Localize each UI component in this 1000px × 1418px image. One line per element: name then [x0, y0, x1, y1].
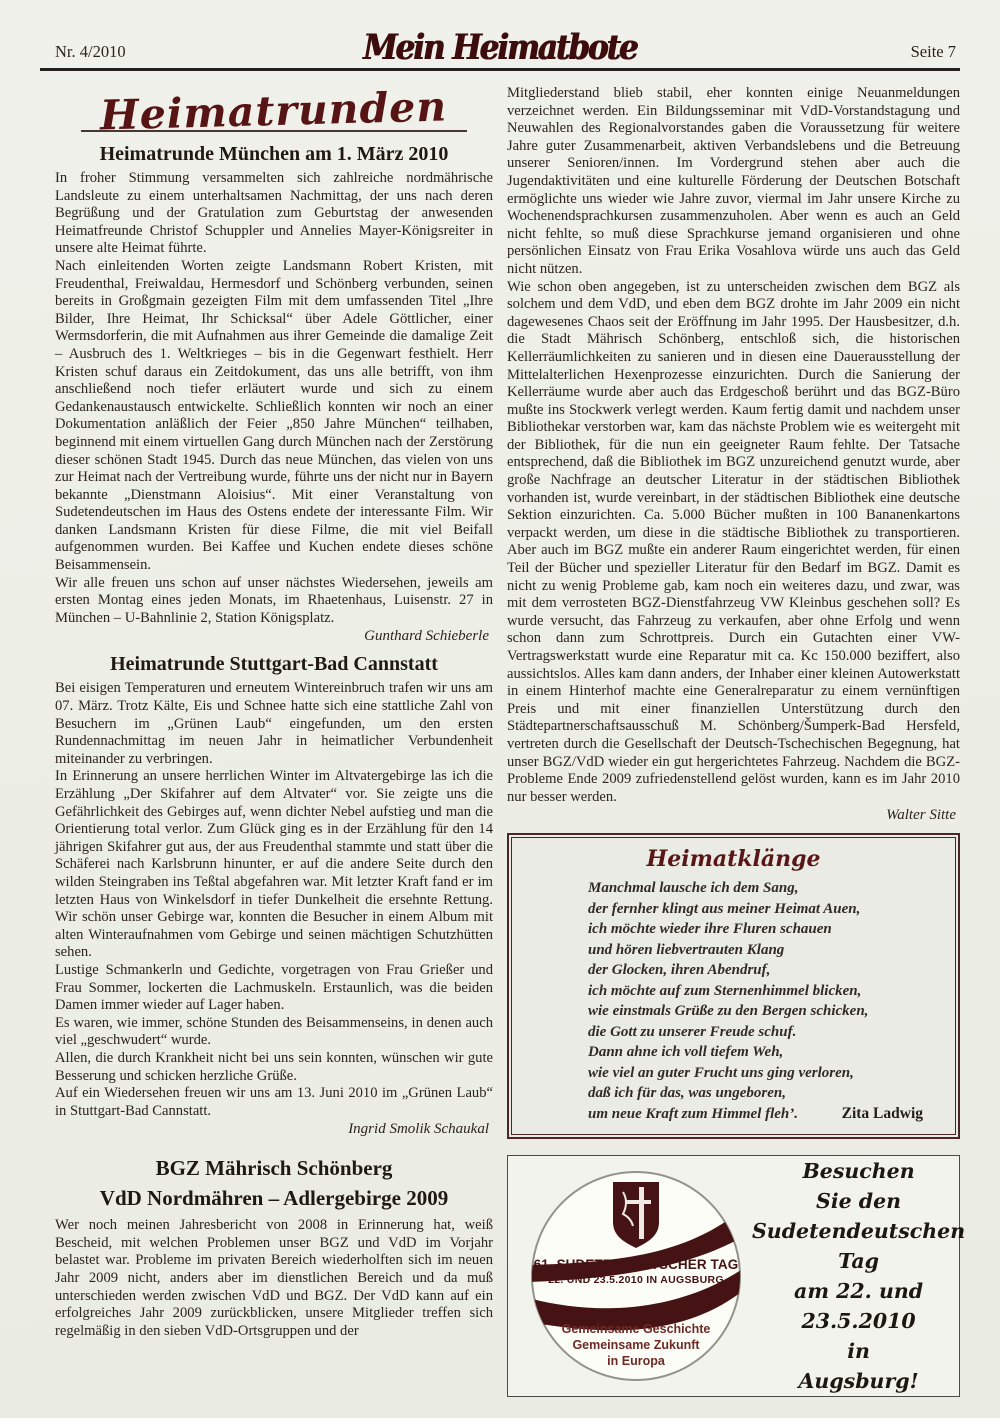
- article2-signature: Ingrid Smolik Schaukal: [348, 1121, 489, 1138]
- poem-author: Zita Ladwig: [841, 1104, 923, 1122]
- poem-line: die Gott zu unserer Freude schuf.: [588, 1023, 797, 1040]
- poem-box: [507, 833, 960, 1139]
- section-script-title: Heimatrunden: [99, 82, 449, 140]
- poem-line: ich möchte wieder ihre Fluren schauen: [588, 921, 832, 938]
- article3-title: [55, 1153, 493, 1213]
- poem-line: der fernher klingt aus meiner Heimat Auen,: [588, 900, 861, 917]
- article2-paragraph: Lustige Schmankerln und Gedichte, vorgetragen von Frau Grießer und Frau Sommer, lockerten die Lachmuskeln. Erstaunlich, was die beiden Damen immer wieder auf Lager haben.: [55, 961, 493, 1014]
- poem-box-inner-border: [511, 837, 956, 1135]
- ad-text-line: am 22. und 23.5.2010: [794, 1279, 924, 1334]
- ad-text-line: Besuchen: [802, 1159, 915, 1184]
- poem-line: um neue Kraft zum Himmel fleh’.: [588, 1105, 799, 1122]
- sudetendeutscher-tag-ad-box: [507, 1155, 966, 1397]
- continuation-paragraph: Mitgliederstand blieb stabil, eher konnten einige Neuanmeldungen verzeichnet werden. Ein Bildungsseminar mit VdD-Vorstandstagung und Neuwahlen des Regionalvorstandes gaben die Voraussetzung für weitere Jahre guter Zusammenarbeit, aktiven Verbandslebens und die Betreuung unserer Senioren/innen. Im Vordergrund stehen aber auch die Jugendaktivitäten und eine kulturelle Förderung der Deutschen Botschaft ermöglichte uns wieder wie Jahre zuvor, viermal im Jahr unsere Kirche zu Wochenendsprachkursen zusammenzuholen. Aber wenn es auch an Geld nicht fehlte, so muß diese Sprachkurse jemand organisieren und ohne persönlichen Einsatz von Frau Erika Vosahlova würde uns auch das Geld nicht nützen.: [507, 85, 960, 277]
- article1-paragraph: Nach einleitenden Worten zeigte Landsmann Robert Kristen, mit Freudenthal, Freiwaldau, Hermesdorf und Schönberg verbunden, seinen bereits in Großgmain gezeigten Film mit dem umfassenden Titel „Ihre Bilder, Ihre Heimat, Ihr Schicksal“ über Adele Göttlicher, einer Wermsdorferin, die mit Aufnahmen aus ihrer Gemeinde die damalige Zeit – Ausbruch des 1. Weltkrieges – bis in die Gegenwart festhielt. Herr Kristen schuf daraus ein Zeitdokument, das uns alle betrifft, von ihm anschließend noch tiefer erläutert wurde und sich zu einem Gedankenaustausch entwickelte. Schließlich konnten wir noch an einer Dokumentation anläßlich der Feier „850 Jahre München“ teilhaben, beginnend mit einem virtuellen Gang durch München nach der Zerstörung dieser schönen Stadt 1945. Durch das neue München, das vielen von uns zur Heimat nach der Vertreibung wurde, führte uns der nicht nur in Bayern bekannte „Dienstmann Aloisius“. Mit einer Veranstaltung von Sudetendeutschen im Haus des Ostens endete der interessante Film. Wir danken Landsmann Kristen für diese Filme, die mit viel Beifall aufgenommen wurden. Bei Kaffee und Kuchen endete dieses schöne Beisammensein.: [55, 257, 493, 574]
- logo-motto-line1: Gemeinsame Geschichte: [561, 1322, 711, 1337]
- article2-paragraph: Es waren, wie immer, schöne Stunden des Beisammenseins, in denen auch viel „geschwudert“ wurde.: [55, 1014, 493, 1049]
- poem-line: wie viel an guter Frucht uns ging verloren,: [588, 1064, 854, 1081]
- ad-text-line: Sudetendeutschen: [752, 1219, 966, 1244]
- article1-title: Heimatrunde München am 1. März 2010: [99, 143, 449, 165]
- article1-paragraph: In froher Stimmung versammelten sich zahlreiche nordmährische Landsleute zu einem unterhaltsamen Nachmittag, der uns nach deren Begrüßung und der Gratulation zum Geburtstag der anwesenden Heimatfreunde Christof Schuppler und Annelies Mayer-Königsreiter in unsere alte Heimat führte.: [55, 170, 493, 257]
- poem-line: ich möchte auf zum Sternenhimmel blicken,: [588, 982, 862, 999]
- continuation-paragraph: Wie schon oben angegeben, ist zu unterscheiden zwischen dem BGZ als solchem und dem VdD, und eben dem BGZ drohte im Jahr 2009 ein nicht dagewesenes Chaos seit der Eröffnung im Jahr 1995. Der Hausbesitzer, d.h. die Stadt Mährisch Schönberg, entschloß sich, die historischen Kellerräumlichkeiten zu sanieren und in diesen eine Dauerausstellung der Mittelalterlichen Hexenprozesse einzurichten. Durch die Sanierung der Kellerräume wurde aber auch das Erdgeschoß berührt und das BGZ-Büro mußte ins Stockwerk verlegt werden. Kaum fertig damit und nachdem unser Bibliothekar verstorben war, kam das nächste Problem wie es weitergeht mit der Bibliothek, für die nun ein geeigneter Raum fehlte. Der Tatsache entsprechend, daß die Bibliothek im BGZ unzureichend genutzt wurde, aber große Nachfrage an deutscher Literatur in der städtischen Bibliothek vorhanden ist, wurde vereinbart, in der städtischen Bibliothek eine deutsche Sektion einzurichten. Ca. 5.000 Bücher mußten in 100 Bananenkartons verpackt werden, um diese in die städtische Bibliothek zu transportieren. Aber auch im BGZ mußte ein anderer Raum eingerichtet werden, für einen Teil der Bücher und spezieller Literatur für den Bedarf im BGZ. Damit es nicht zu wenig Probleme gab, kam noch ein weiteres dazu, und zwar, was mit dem verrosteten BGZ-Dienstfahrzeug VW Kleinbus geschehen soll? Es wurde versucht, das Fahrzeug zu verkaufen, aber ohne Erfolg und wenn schon dann zum Schrottpreis. Durch ein Gutachten einer VW-Vertragswerkstatt wurde eine Reparatur mit ca. Kc 150.000 beziffert, also aussichtslos. Alles kam dann anders, der Inhaber einer kleinen Autowerkstatt in einem Hinterhof machte eine Generalreparatur zu einem vernünftigen Preis und mit einer finanziellen Unterstützung durch den Städtepartnerschaftsausschuß M. Schönberg/Šumperk-Bad Hersfeld, vertreten durch die Gesellschaft der Deutsch-Tschechischen Begegnung, hat unser BGZ/VdD wieder ein gut hergerichtetes Fahrzeug. Nachdem die BGZ-Probleme Ende 2009 zufriedenstellend gelöst wurden, kann es im Jahr 2010 nur besser werden.: [507, 278, 960, 805]
- left-column: [55, 82, 493, 1397]
- two-column-layout: [0, 71, 1000, 1397]
- ad-text-line: in: [847, 1339, 870, 1364]
- article2-paragraph: In Erinnerung an unsere herrlichen Winter im Altvatergebirge las ich die Erzählung „Der Skifahrer auf dem Altvater“ vor. Sie zeigte uns die Gefährlichkeit des Gebirges auf, wenn dichter Nebel aufstieg und man die Orientierung total verlor. Zum Glück ging es in der Erzählung für den 14 jährigen Skifahrer gut aus, der aus Freudenthal stammte und statt über die Schäferei nach Karlsbrunn hinunter, er auf die andere Seite durch den wilden Steingraben ins Teßtal abgefahren war. Mit letzter Kraft fand er im letzten Haus von Winkelsdorf in tiefer Dunkelheit die ersehnte Rettung. Wir schön unser Gebirge war, konnten die Besucher in einem Album mit alten Winteraufnahmen vom Gebirge und seinen mächtigen Schutzhütten sehen.: [55, 768, 493, 961]
- article3-title-line2: VdD Nordmähren – Adlergebirge 2009: [99, 1186, 449, 1211]
- logo-event-title: 61. SUDETENDEUTSCHER TAG: [533, 1257, 739, 1273]
- article2-paragraph: Allen, die durch Krankheit nicht bei uns sein konnten, wünschen wir gute Besserung und schicken herzliche Grüße.: [55, 1049, 493, 1084]
- article3-title-line1: BGZ Mährisch Schönberg: [155, 1156, 393, 1181]
- ad-text-line: Tag: [838, 1249, 880, 1274]
- article1-signature: Gunthard Schieberle: [364, 628, 489, 645]
- poem-title: Heimatklänge: [646, 846, 821, 873]
- article2-paragraph: Auf ein Wiedersehen freuen wir uns am 13. Juni 2010 im „Grünen Laub“ in Stuttgart-Bad Cannstatt.: [55, 1085, 493, 1119]
- sudetendeutscher-tag-logo: [530, 1170, 742, 1382]
- poem-line: Manchmal lausche ich dem Sang,: [588, 880, 799, 897]
- poem-line: wie einstmals Grüße zu den Bergen schicken,: [588, 1003, 869, 1020]
- ad-text-line: Augsburg!: [798, 1369, 919, 1394]
- continuation-signature: Walter Sitte: [886, 807, 956, 824]
- poem-line: daß ich für das, was ungeboren,: [588, 1085, 786, 1102]
- ad-text-line: Sie den: [816, 1189, 902, 1214]
- section-title-underline: [81, 82, 466, 140]
- poem-last-row: [530, 1104, 937, 1125]
- article1-paragraph: Wir alle freuen uns schon auf unser nächstes Wiedersehen, jeweils am ersten Montag eines jeden Monats, im Rhaetenhaus, Luisenstr. 27 in München – U-Bahnlinie 2, Station Königsplatz.: [55, 574, 493, 626]
- article2-paragraph: Bei eisigen Temperaturen und erneutem Wintereinbruch trafen wir uns am 07. März. Trotz Kälte, Eis und Schnee hatte sich eine stattliche Zahl von Besuchern im „Grünen Laub“ eingefunden, um den ersten Rundennachmittag im neuen Jahr in heimatlicher Verbundenheit miteinander zu verbringen.: [55, 680, 493, 767]
- poem-line: Dann ahne ich voll tiefem Weh,: [588, 1044, 784, 1061]
- article3-paragraph: Wer noch meinen Jahresbericht von 2008 in Erinnerung hat, weiß Bescheid, mit welchen Problemen unser BGZ und VdD im Vorjahr belastet war. Probleme im privaten Bereich wiederholften sich im neuen Jahr 2009 nicht, anders aber im dienstlichen Bereich und da muß unterschieden werden zwischen VdD und BGZ. Der VdD kann auf ein erfolgreiches Jahr 2009 zurückblicken, unsere Mitglieder treffen sich regelmäßig in den sieben VdD-Ortsgruppen und der: [55, 1217, 493, 1339]
- issue-number: Nr. 4/2010: [55, 42, 126, 61]
- poem-line: der Glocken, ihren Abendruf,: [588, 962, 771, 979]
- poem-line: und hören liebvertrauten Klang: [588, 941, 785, 958]
- logo-event-date: 22. UND 23.5.2010 IN AUGSBURG: [548, 1274, 724, 1287]
- logo-motto-line3: in Europa: [607, 1354, 665, 1369]
- right-column: [507, 85, 966, 1397]
- page-header: [0, 0, 1000, 68]
- masthead-title: Mein Heimatbote: [363, 27, 637, 69]
- article2-title: Heimatrunde Stuttgart-Bad Cannstatt: [110, 653, 438, 676]
- page-number: Seite 7: [910, 42, 956, 61]
- ad-invitation-text: [752, 1156, 965, 1396]
- logo-motto-line2: Gemeinsame Zukunft: [572, 1338, 700, 1353]
